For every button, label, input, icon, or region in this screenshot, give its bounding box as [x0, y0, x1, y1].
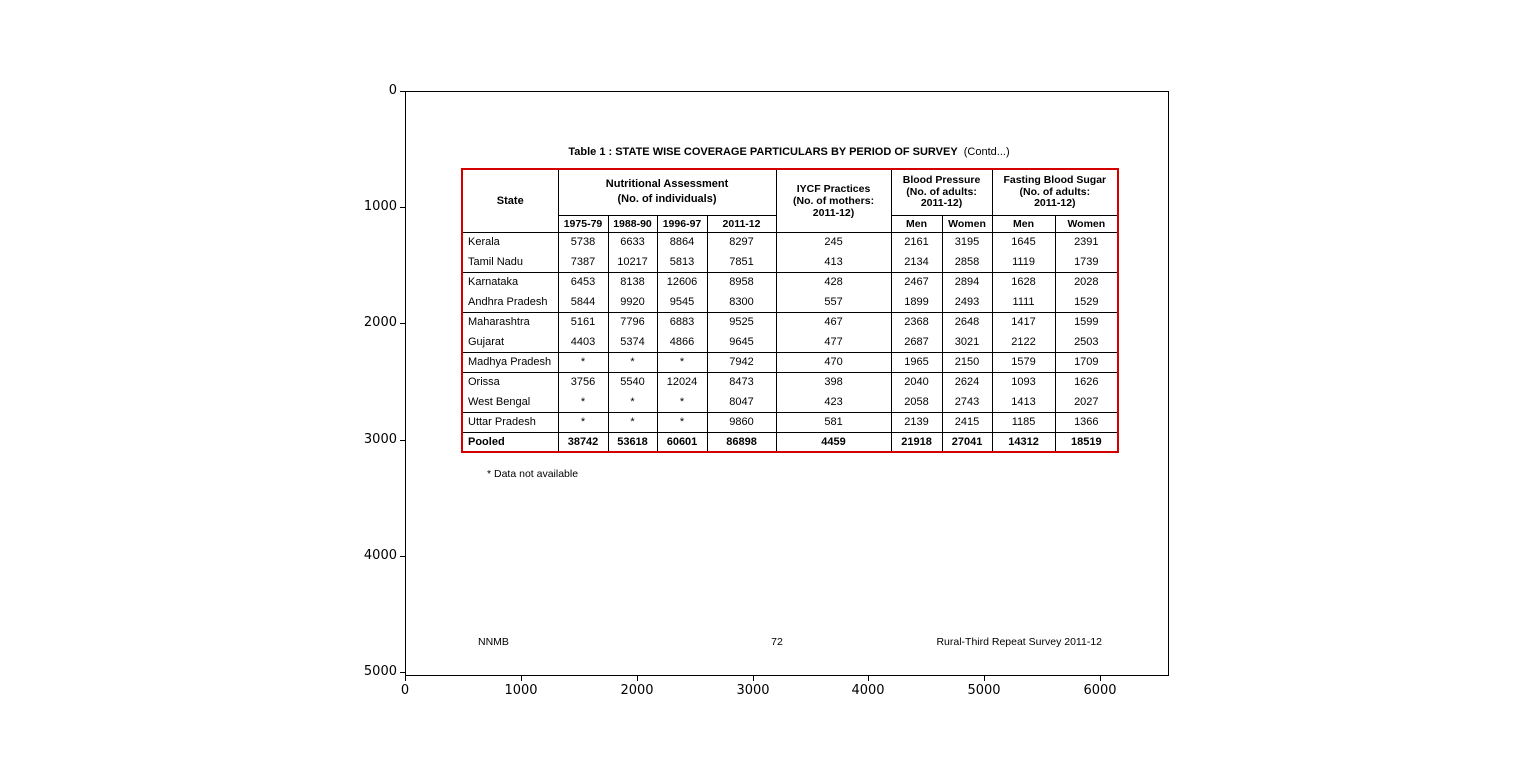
value-cell: 8300 [707, 292, 776, 312]
value-cell: 38742 [558, 432, 608, 452]
state-name-cell: Gujarat [462, 332, 558, 352]
value-cell: 4866 [657, 332, 707, 352]
value-cell: 1899 [891, 292, 942, 312]
page-footer-left: NNMB [478, 636, 509, 648]
value-cell: 1628 [992, 272, 1055, 292]
col-header-year: 1996-97 [657, 215, 707, 232]
y-tick-label: 5000 [363, 664, 397, 679]
page-footer-right: Rural-Third Repeat Survey 2011-12 [936, 636, 1102, 648]
x-tick-mark [753, 676, 754, 681]
col-header-bp-women: Women [942, 215, 992, 232]
header-line: Blood Pressure [902, 174, 981, 186]
y-tick-mark [400, 672, 405, 673]
table-row [462, 332, 1118, 352]
value-cell: * [558, 412, 608, 432]
header-line: 2011-12) [812, 206, 855, 219]
value-cell: 18519 [1055, 432, 1118, 452]
header-line: 2011-12) [920, 197, 963, 209]
value-cell: 2150 [942, 352, 992, 372]
value-cell: 12606 [657, 272, 707, 292]
value-cell: 467 [776, 312, 891, 332]
page-number: 72 [771, 636, 783, 648]
value-cell: 1417 [992, 312, 1055, 332]
table-row [462, 272, 1118, 292]
y-tick-mark [400, 207, 405, 208]
value-cell: 2894 [942, 272, 992, 292]
state-name-cell: Kerala [462, 232, 558, 252]
value-cell: 5540 [608, 372, 657, 392]
y-tick-label: 2000 [363, 315, 397, 330]
value-cell: 2368 [891, 312, 942, 332]
col-header-state: State [462, 169, 558, 232]
value-cell: 8047 [707, 392, 776, 412]
col-header-year: 1975-79 [558, 215, 608, 232]
header-line: Nutritional Assessment [605, 178, 729, 191]
y-tick-mark [400, 556, 405, 557]
value-cell: 3021 [942, 332, 992, 352]
table-row [462, 232, 1118, 252]
value-cell: 3195 [942, 232, 992, 252]
col-header-bp-men: Men [891, 215, 942, 232]
table-row [462, 352, 1118, 372]
value-cell: 2134 [891, 252, 942, 272]
x-tick-label: 2000 [620, 683, 654, 698]
value-cell: 9645 [707, 332, 776, 352]
value-cell: * [608, 392, 657, 412]
table-row [462, 372, 1118, 392]
value-cell: 6453 [558, 272, 608, 292]
value-cell: 1579 [992, 352, 1055, 372]
x-tick-mark [1100, 676, 1101, 681]
value-cell: 5161 [558, 312, 608, 332]
value-cell: 4459 [776, 432, 891, 452]
value-cell: 428 [776, 272, 891, 292]
value-cell: * [608, 412, 657, 432]
value-cell: 2743 [942, 392, 992, 412]
x-tick-mark [521, 676, 522, 681]
value-cell: 557 [776, 292, 891, 312]
table-row [462, 252, 1118, 272]
table-footnote: * Data not available [487, 468, 579, 480]
table-title [461, 146, 1117, 158]
value-cell: 2648 [942, 312, 992, 332]
value-cell: 6633 [608, 232, 657, 252]
value-cell: 470 [776, 352, 891, 372]
value-cell: * [657, 412, 707, 432]
state-name-cell: Orissa [462, 372, 558, 392]
value-cell: 2624 [942, 372, 992, 392]
state-name-cell: Pooled [462, 432, 558, 452]
value-cell: 3756 [558, 372, 608, 392]
value-cell: 1599 [1055, 312, 1118, 332]
value-cell: 1366 [1055, 412, 1118, 432]
y-tick-label: 0 [388, 83, 397, 98]
value-cell: 53618 [608, 432, 657, 452]
value-cell: 1185 [992, 412, 1055, 432]
table-row [462, 392, 1118, 412]
y-tick-mark [400, 91, 405, 92]
value-cell: 9860 [707, 412, 776, 432]
value-cell: 2028 [1055, 272, 1118, 292]
value-cell: 398 [776, 372, 891, 392]
col-header-nutritional-assessment [558, 169, 776, 215]
value-cell: 2503 [1055, 332, 1118, 352]
state-name-cell: Madhya Pradesh [462, 352, 558, 372]
table-title-contd: (Contd...) [963, 146, 1010, 158]
state-name-cell: Karnataka [462, 272, 558, 292]
value-cell: 9920 [608, 292, 657, 312]
value-cell: 8297 [707, 232, 776, 252]
value-cell: 10217 [608, 252, 657, 272]
table-row [462, 312, 1118, 332]
value-cell: 5844 [558, 292, 608, 312]
value-cell: * [608, 352, 657, 372]
y-tick-label: 4000 [363, 548, 397, 563]
value-cell: 6883 [657, 312, 707, 332]
value-cell: 60601 [657, 432, 707, 452]
state-name-cell: West Bengal [462, 392, 558, 412]
value-cell: 2161 [891, 232, 942, 252]
value-cell: 8958 [707, 272, 776, 292]
value-cell: 9545 [657, 292, 707, 312]
value-cell: 245 [776, 232, 891, 252]
value-cell: 14312 [992, 432, 1055, 452]
value-cell: 8473 [707, 372, 776, 392]
value-cell: 12024 [657, 372, 707, 392]
value-cell: 1965 [891, 352, 942, 372]
value-cell: 8864 [657, 232, 707, 252]
value-cell: 1111 [992, 292, 1055, 312]
value-cell: 5738 [558, 232, 608, 252]
value-cell: * [657, 352, 707, 372]
value-cell: 1529 [1055, 292, 1118, 312]
value-cell: 7796 [608, 312, 657, 332]
value-cell: 2415 [942, 412, 992, 432]
table-row [462, 432, 1118, 452]
value-cell: 1119 [992, 252, 1055, 272]
col-header-iycf-practices [776, 169, 891, 232]
table-title-main: Table 1 : STATE WISE COVERAGE PARTICULARS BY PERIOD OF SURVEY [568, 146, 958, 158]
value-cell: 1093 [992, 372, 1055, 392]
y-tick-label: 1000 [363, 199, 397, 214]
y-tick-mark [400, 440, 405, 441]
value-cell: 423 [776, 392, 891, 412]
value-cell: 7942 [707, 352, 776, 372]
coverage-table [461, 168, 1119, 453]
value-cell: 7387 [558, 252, 608, 272]
value-cell: 2687 [891, 332, 942, 352]
value-cell: 2040 [891, 372, 942, 392]
value-cell: 2058 [891, 392, 942, 412]
value-cell: * [558, 392, 608, 412]
y-tick-label: 3000 [363, 432, 397, 447]
value-cell: 2122 [992, 332, 1055, 352]
header-line: (No. of individuals) [617, 193, 717, 206]
value-cell: 2139 [891, 412, 942, 432]
value-cell: 2493 [942, 292, 992, 312]
x-tick-label: 5000 [967, 683, 1001, 698]
value-cell: 8138 [608, 272, 657, 292]
value-cell: * [657, 392, 707, 412]
header-line: (No. of adults: [1019, 185, 1091, 198]
value-cell: 1645 [992, 232, 1055, 252]
header-line: IYCF Practices [796, 182, 871, 195]
col-header-year: 2011-12 [707, 215, 776, 232]
value-cell: 1739 [1055, 252, 1118, 272]
table-row [462, 412, 1118, 432]
header-line: Fasting Blood Sugar [1003, 174, 1107, 186]
value-cell: 4403 [558, 332, 608, 352]
col-header-fbs-women: Women [1055, 215, 1118, 232]
y-tick-mark [400, 323, 405, 324]
col-header-fbs-men: Men [992, 215, 1055, 232]
value-cell: 2391 [1055, 232, 1118, 252]
x-tick-label: 4000 [851, 683, 885, 698]
x-tick-label: 6000 [1083, 683, 1117, 698]
value-cell: 2027 [1055, 392, 1118, 412]
x-tick-mark [868, 676, 869, 681]
x-tick-mark [637, 676, 638, 681]
x-tick-label: 0 [400, 683, 410, 698]
header-line: 2011-12) [1034, 197, 1076, 209]
value-cell: 21918 [891, 432, 942, 452]
x-tick-label: 1000 [504, 683, 538, 698]
value-cell: 2858 [942, 252, 992, 272]
value-cell: 1626 [1055, 372, 1118, 392]
header-row-groups [462, 169, 1118, 215]
value-cell: 1709 [1055, 352, 1118, 372]
value-cell: 5813 [657, 252, 707, 272]
x-tick-mark [405, 676, 406, 681]
value-cell: 86898 [707, 432, 776, 452]
state-name-cell: Maharashtra [462, 312, 558, 332]
value-cell: 477 [776, 332, 891, 352]
value-cell: 9525 [707, 312, 776, 332]
value-cell: 27041 [942, 432, 992, 452]
x-tick-label: 3000 [736, 683, 770, 698]
table-row [462, 292, 1118, 312]
value-cell: 413 [776, 252, 891, 272]
header-line: (No. of adults: [906, 185, 977, 198]
value-cell: 2467 [891, 272, 942, 292]
col-header-blood-pressure [891, 169, 992, 215]
value-cell: 7851 [707, 252, 776, 272]
value-cell: 1413 [992, 392, 1055, 412]
header-line: (No. of mothers: [792, 194, 875, 207]
value-cell: 581 [776, 412, 891, 432]
value-cell: * [558, 352, 608, 372]
x-tick-mark [984, 676, 985, 681]
value-cell: 5374 [608, 332, 657, 352]
state-name-cell: Tamil Nadu [462, 252, 558, 272]
col-header-fasting-blood-sugar [992, 169, 1118, 215]
state-name-cell: Andhra Pradesh [462, 292, 558, 312]
col-header-year: 1988-90 [608, 215, 657, 232]
state-name-cell: Uttar Pradesh [462, 412, 558, 432]
